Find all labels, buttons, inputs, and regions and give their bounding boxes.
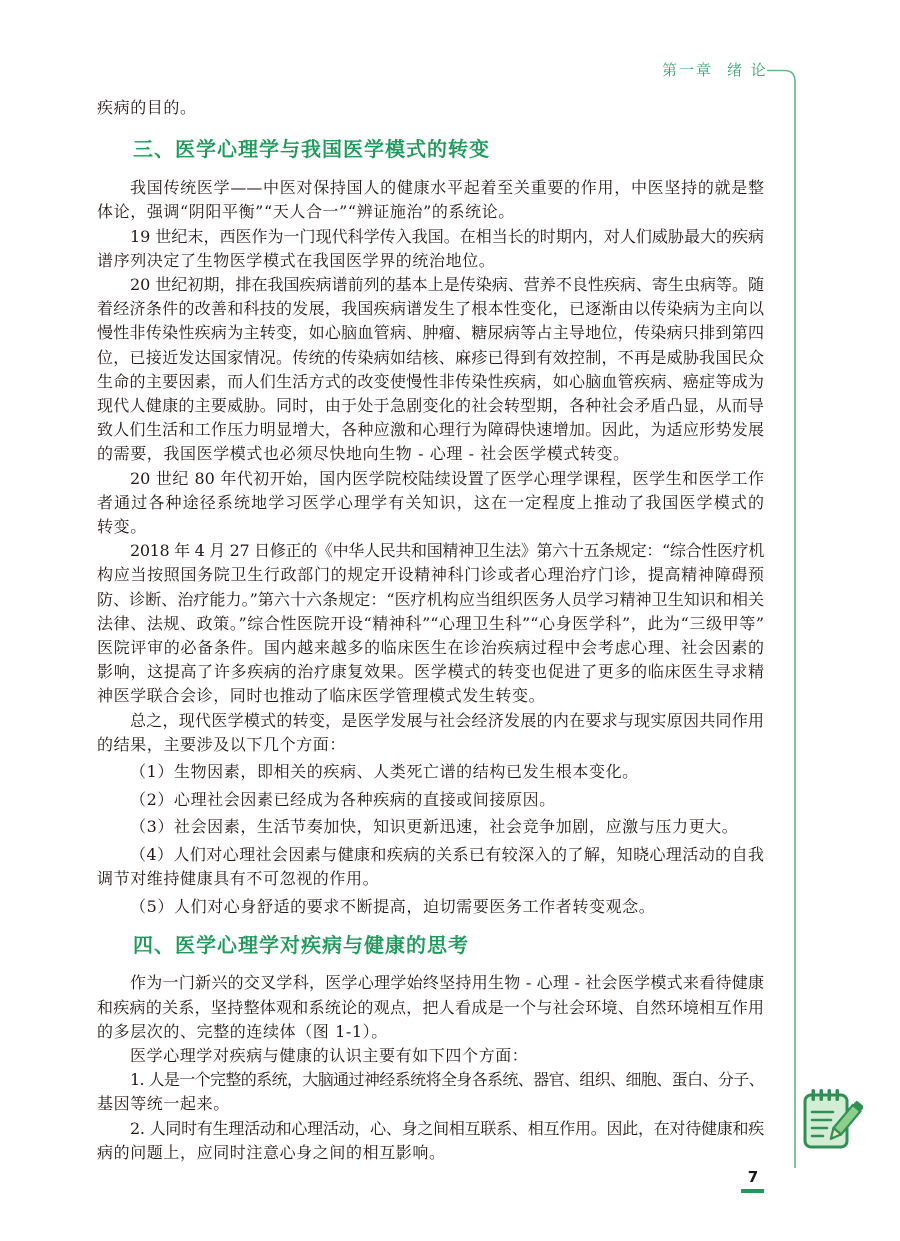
text-line: 的需要，我国医学模式也必须尽快地向生物 - 心理 - 社会医学模式转变。	[97, 444, 630, 464]
text-line: 谱序列决定了生物医学模式在我国医学界的统治地位。	[97, 250, 496, 270]
text-line: （2）心理社会因素已经成为各种疾病的直接或间接原因。	[130, 789, 556, 809]
text-line: （4）人们对心理社会因素与健康和疾病的关系已有较深入的了解，知晓心理活动的自我	[130, 844, 764, 864]
text-line: 医院评审的必备条件。国内越来越多的临床医生在诊治疾病过程中会考虑心理、社会因素的	[97, 638, 764, 658]
paragraph	[97, 225, 764, 273]
paragraph	[97, 539, 764, 708]
text-line: 转变。	[97, 517, 147, 537]
text-line: （1）生物因素，即相关的疾病、人类死亡谱的结构已发生根本变化。	[130, 762, 639, 782]
text-line: 基因等统一起来。	[97, 1094, 230, 1114]
text-line: 影响，这提高了许多疾病的治疗康复效果。医学模式的转变也促进了更多的临床医生寻求精	[97, 662, 764, 682]
list-item	[97, 895, 764, 919]
text-line: 者通过各种途径系统地学习医学心理学有关知识，这在一定程度上推动了我国医学模式的	[97, 492, 764, 512]
text-line: 1. 人是一个完整的系统，大脑通过神经系统将全身各系统、器官、组织、细胞、蛋白、分子、	[130, 1070, 764, 1090]
text-line: 致人们生活和工作压力明显增大，各种应激和心理行为障碍快速增加。因此，为适应形势发展	[97, 420, 764, 440]
text-line: 的多层次的、完整的连续体（图 1-1）。	[97, 1021, 388, 1041]
paragraph	[97, 709, 764, 757]
text-line: 慢性非传染性疾病为主转变，如心脑血管病、肿瘤、糖尿病等占主导地位，传染病只排到第四	[97, 323, 764, 343]
text-line: 生命的主要因素，而人们生活方式的改变使慢性非传染性疾病，如心脑血管疾病、癌症等成为	[97, 371, 764, 391]
text-line: 20 世纪 80 年代初开始，国内医学院校陆续设置了医学心理学课程，医学生和医学工作	[130, 468, 764, 488]
running-header	[662, 60, 768, 80]
text-line: 调节对维持健康具有不可忽视的作用。	[97, 869, 380, 889]
text-line: 和疾病的关系，坚持整体观和系统论的观点，把人看成是一个与社会环境、自然环境相互作用	[97, 997, 764, 1017]
paragraph	[97, 273, 764, 467]
text-line: 2. 人同时有生理活动和心理活动，心、身之间相互联系、相互作用。因此，在对待健康和疾	[130, 1118, 764, 1138]
text-line: 的结果，主要涉及以下几个方面：	[97, 734, 347, 754]
body-text	[97, 96, 764, 1165]
text-line: 病的问题上，应同时注意心身之间的相互影响。	[97, 1142, 446, 1162]
text-line: 医学心理学对疾病与健康的认识主要有如下四个方面：	[130, 1046, 529, 1066]
paragraph	[97, 1044, 764, 1068]
chapter-label: 第一章	[662, 61, 714, 79]
text-line: 作为一门新兴的交叉学科，医学心理学始终坚持用生物 - 心理 - 社会医学模式来看待健康	[130, 973, 764, 993]
chapter-title: 绪 论	[727, 61, 768, 79]
numbered-point	[97, 1068, 764, 1116]
paragraph	[97, 467, 764, 540]
text-line: 着经济条件的改善和科技的发展，我国疾病谱发生了根本性变化，已逐渐由以传染病为主向以	[97, 299, 764, 319]
text-line: 构应当按照国务院卫生行政部门的规定开设精神科门诊或者心理治疗门诊，提高精神障碍预	[97, 565, 764, 585]
paragraph	[97, 176, 764, 224]
list-item	[97, 760, 764, 784]
text-line: （5）人们对心身舒适的要求不断提高，迫切需要医务工作者转变观念。	[130, 896, 656, 916]
page-number-bar	[741, 1189, 764, 1193]
numbered-point	[97, 1117, 764, 1165]
text-line: 体论，强调“阴阳平衡”“天人合一”“辨证施治”的系统论。	[97, 202, 515, 222]
list-item	[97, 815, 764, 839]
section-heading: 三、医学心理学与我国医学模式的转变	[133, 137, 490, 162]
text-line: 我国传统医学——中医对保持国人的健康水平起着至关重要的作用，中医坚持的就是整	[130, 178, 764, 198]
paragraph	[97, 96, 764, 120]
section-heading: 四、医学心理学对疾病与健康的思考	[133, 932, 469, 957]
text-line: 疾病的目的。	[97, 98, 197, 117]
text-line: （3）社会因素，生活节奏加快，知识更新迅速，社会竞争加剧，应激与压力更大。	[130, 817, 739, 837]
list-item	[97, 843, 764, 891]
text-line: 总之，现代医学模式的转变，是医学发展与社会经济发展的内在要求与现实原因共同作用	[130, 710, 764, 730]
page-number: 7	[747, 1168, 759, 1186]
text-line: 神医学联合会诊，同时也推动了临床医学管理模式发生转变。	[97, 686, 546, 706]
text-line: 位，已接近发达国家情况。传统的传染病如结核、麻疹已得到有效控制，不再是威胁我国民众	[97, 347, 764, 367]
text-line: 20 世纪初期，排在我国疾病谱前列的基本上是传染病、营养不良性疾病、寄生虫病等。随	[130, 275, 764, 295]
text-line: 19 世纪末，西医作为一门现代科学传入我国。在相当长的时期内，对人们威胁最大的疾病	[130, 226, 764, 246]
text-line: 防、诊断、治疗能力。”第六十六条规定：“医疗机构应当组织医务人员学习精神卫生知识和相关	[97, 589, 764, 609]
paragraph	[97, 971, 764, 1044]
text-line: 现代人健康的主要威胁。同时，由于处于急剧变化的社会转型期，各种社会矛盾凸显，从而导	[97, 396, 764, 416]
list-item	[97, 788, 764, 812]
text-line: 2018 年 4 月 27 日修正的《中华人民共和国精神卫生法》第六十五条规定：“综合性医疗机	[130, 541, 764, 561]
text-line: 法律、法规、政策。”综合性医院开设“精神科”“心理卫生科”“心身医学科”，此为“三级甲等”	[97, 613, 764, 633]
notebook-pencil-icon	[801, 1086, 863, 1152]
